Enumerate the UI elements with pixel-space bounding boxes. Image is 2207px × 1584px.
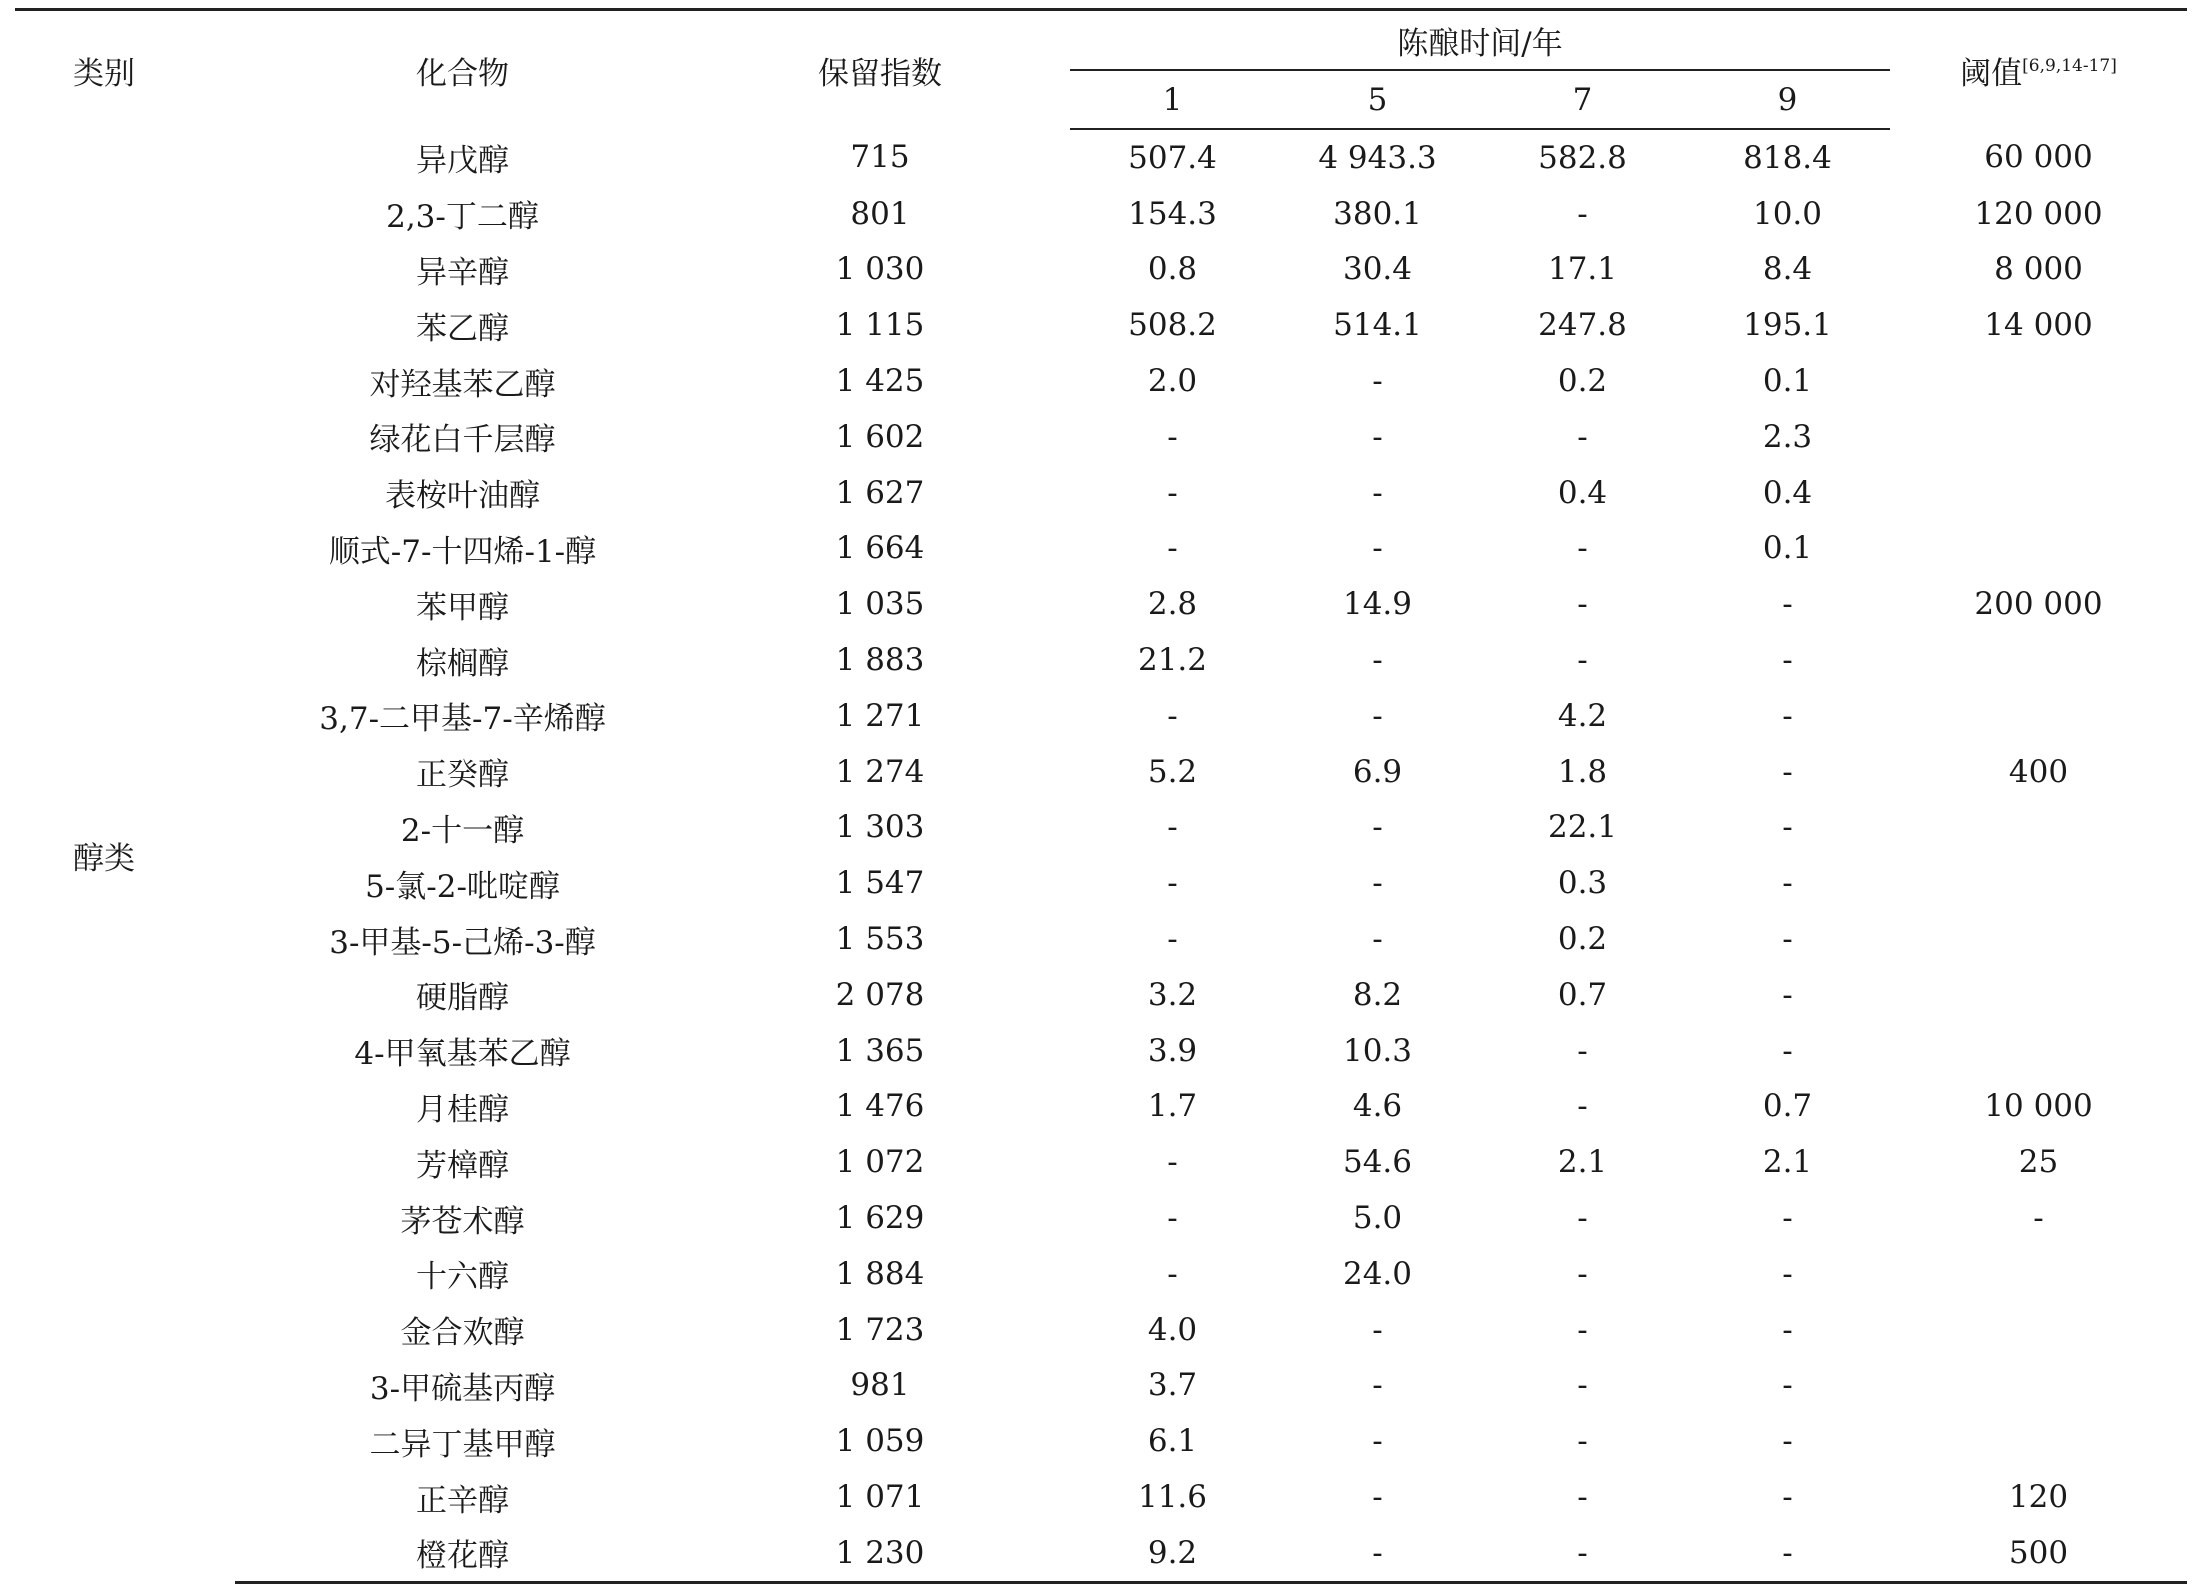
cell-retention-index: 1 425 bbox=[835, 363, 925, 400]
cell-year-1: 21.2 bbox=[1137, 642, 1208, 679]
cell-year-9: 0.4 bbox=[1762, 474, 1813, 511]
cell-compound: 5-氯-2-吡啶醇 bbox=[365, 868, 560, 905]
table-row bbox=[15, 409, 2187, 465]
header-retention-index: 保留指数 bbox=[690, 10, 1070, 130]
table-row bbox=[15, 800, 2187, 856]
cell-year-1: 2.0 bbox=[1147, 363, 1198, 400]
cell-compound: 顺式-7-十四烯-1-醇 bbox=[328, 533, 597, 570]
table-row bbox=[15, 1023, 2187, 1079]
cell-compound: 表桉叶油醇 bbox=[385, 478, 540, 515]
table-header bbox=[15, 10, 2187, 130]
table-row bbox=[15, 297, 2187, 353]
cell-compound: 月桂醇 bbox=[416, 1091, 509, 1128]
table-row bbox=[15, 1413, 2187, 1469]
cell-threshold: 500 bbox=[1890, 1525, 2187, 1582]
cell-compound: 3-甲基-5-己烯-3-醇 bbox=[329, 924, 596, 961]
cell-threshold: 14 000 bbox=[1984, 307, 2093, 344]
header-threshold bbox=[1890, 10, 2187, 130]
cell-year-5: - bbox=[1372, 1367, 1383, 1404]
cell-year-1: 507.4 bbox=[1128, 139, 1217, 176]
table-row bbox=[15, 186, 2187, 242]
cell-year-1: - bbox=[1167, 809, 1178, 846]
cell-year-7: - bbox=[1577, 1311, 1588, 1348]
cell-compound: 异辛醇 bbox=[416, 254, 509, 291]
cell-compound: 3,7-二甲基-7-辛烯醇 bbox=[319, 701, 606, 738]
cell-year-7: - bbox=[1577, 586, 1588, 623]
header-year: 9 bbox=[1685, 70, 1890, 129]
cell-compound: 3-甲硫基丙醇 bbox=[369, 1370, 556, 1407]
table-row bbox=[15, 1190, 2187, 1246]
cell-compound: 橙花醇 bbox=[235, 1525, 690, 1582]
cell-year-5: 54.6 bbox=[1342, 1144, 1413, 1181]
cell-compound: 棕榈醇 bbox=[416, 645, 509, 682]
cell-year-9: 10.0 bbox=[1752, 195, 1823, 232]
cell-year-1: 2.8 bbox=[1147, 586, 1198, 623]
cell-year-9: - bbox=[1782, 809, 1793, 846]
table-row bbox=[15, 353, 2187, 409]
header-year: 1 bbox=[1070, 70, 1275, 129]
table-row bbox=[15, 632, 2187, 688]
cell-year-5: - bbox=[1372, 697, 1383, 734]
cell-compound: 异戊醇 bbox=[416, 142, 509, 179]
table-row bbox=[15, 1302, 2187, 1358]
cell-year-5: - bbox=[1372, 1423, 1383, 1460]
cell-year-7: - bbox=[1577, 195, 1588, 232]
cell-compound: 4-甲氧基苯乙醇 bbox=[354, 1036, 571, 1073]
table-row bbox=[15, 129, 2187, 186]
cell-year-9: - bbox=[1782, 1311, 1793, 1348]
cell-year-7: - bbox=[1577, 1367, 1588, 1404]
cell-year-9: 195.1 bbox=[1743, 307, 1832, 344]
cell-year-9: - bbox=[1782, 1255, 1793, 1292]
cell-year-7: 0.2 bbox=[1557, 363, 1608, 400]
cell-year-5: 14.9 bbox=[1342, 586, 1413, 623]
cell-retention-index: 1 271 bbox=[835, 697, 925, 734]
cell-year-7: 0.3 bbox=[1557, 865, 1608, 902]
cell-retention-index: 1 629 bbox=[835, 1200, 925, 1237]
cell-retention-index: 1 365 bbox=[835, 1032, 925, 1069]
cell-year-5: - bbox=[1372, 418, 1383, 455]
cell-retention-index: 1 476 bbox=[835, 1088, 925, 1125]
table-row bbox=[15, 967, 2187, 1023]
cell-year-1: 3.7 bbox=[1147, 1367, 1198, 1404]
cell-year-5: - bbox=[1275, 1525, 1480, 1582]
cell-year-1: 1.7 bbox=[1147, 1088, 1198, 1125]
cell-year-1: 5.2 bbox=[1147, 753, 1198, 790]
cell-year-7: - bbox=[1577, 1255, 1588, 1292]
cell-year-1: - bbox=[1167, 1255, 1178, 1292]
cell-year-9: 2.1 bbox=[1762, 1144, 1813, 1181]
cell-year-7: - bbox=[1577, 418, 1588, 455]
table-row bbox=[15, 576, 2187, 632]
cell-year-9: - bbox=[1782, 642, 1793, 679]
cell-retention-index: 1 030 bbox=[835, 251, 925, 288]
cell-year-5: - bbox=[1372, 1479, 1383, 1516]
table-row bbox=[15, 1525, 2187, 1582]
cell-year-5: 24.0 bbox=[1342, 1255, 1413, 1292]
cell-year-1: 0.8 bbox=[1147, 251, 1198, 288]
cell-threshold bbox=[1890, 465, 2187, 521]
cell-year-9: - bbox=[1782, 976, 1793, 1013]
cell-retention-index: 801 bbox=[850, 195, 910, 232]
cell-year-7: - bbox=[1577, 1479, 1588, 1516]
cell-year-5: 8.2 bbox=[1352, 976, 1403, 1013]
header-aging-time: 陈酿时间/年 bbox=[1070, 10, 1890, 71]
cell-year-1: 154.3 bbox=[1128, 195, 1217, 232]
cell-year-1: 9.2 bbox=[1070, 1525, 1275, 1582]
table-row bbox=[15, 1134, 2187, 1190]
cell-year-5: 4.6 bbox=[1352, 1088, 1403, 1125]
cell-threshold bbox=[1890, 855, 2187, 911]
cell-year-5: 5.0 bbox=[1352, 1200, 1403, 1237]
table-row bbox=[15, 465, 2187, 521]
cell-retention-index: 1 627 bbox=[835, 474, 925, 511]
cell-retention-index: 2 078 bbox=[835, 976, 925, 1013]
cell-threshold: 200 000 bbox=[1974, 586, 2103, 623]
header-compound: 化合物 bbox=[235, 10, 690, 130]
table-row bbox=[15, 688, 2187, 744]
cell-retention-index: 1 035 bbox=[835, 586, 925, 623]
cell-year-9: - bbox=[1782, 753, 1793, 790]
cell-threshold: 120 000 bbox=[1974, 195, 2103, 232]
cell-year-9: - bbox=[1782, 865, 1793, 902]
cell-retention-index: 1 059 bbox=[835, 1423, 925, 1460]
cell-year-7: 0.7 bbox=[1557, 976, 1608, 1013]
cell-year-1: - bbox=[1167, 1200, 1178, 1237]
cell-threshold bbox=[1890, 1358, 2187, 1414]
cell-year-5: - bbox=[1372, 809, 1383, 846]
cell-year-9: - bbox=[1782, 921, 1793, 958]
cell-year-7: 247.8 bbox=[1538, 307, 1627, 344]
cell-retention-index: 1 274 bbox=[835, 753, 925, 790]
cell-compound: 茅苍术醇 bbox=[400, 1203, 525, 1240]
cell-threshold: 400 bbox=[2008, 753, 2069, 790]
cell-year-7: - bbox=[1577, 530, 1588, 567]
cell-year-7: 0.4 bbox=[1557, 474, 1608, 511]
header-threshold-ref: [6,9,14-17] bbox=[2022, 55, 2117, 76]
cell-compound: 金合欢醇 bbox=[400, 1315, 525, 1352]
cell-threshold: 120 bbox=[2008, 1479, 2069, 1516]
header-category: 类别 bbox=[15, 10, 235, 130]
cell-retention-index: 1 303 bbox=[835, 809, 925, 846]
cell-year-1: 4.0 bbox=[1147, 1311, 1198, 1348]
cell-year-1: 11.6 bbox=[1137, 1479, 1208, 1516]
header-year: 7 bbox=[1480, 70, 1685, 129]
cell-year-5: 4 943.3 bbox=[1318, 139, 1437, 176]
table-row bbox=[15, 1079, 2187, 1135]
cell-year-5: - bbox=[1372, 642, 1383, 679]
cell-year-1: - bbox=[1167, 530, 1178, 567]
cell-threshold bbox=[1890, 911, 2187, 967]
table-row bbox=[15, 521, 2187, 577]
cell-threshold: 8 000 bbox=[1994, 251, 2083, 288]
table-row bbox=[15, 1358, 2187, 1414]
cell-threshold bbox=[1890, 1023, 2187, 1079]
cell-year-5: - bbox=[1372, 363, 1383, 400]
cell-year-1: - bbox=[1167, 474, 1178, 511]
cell-compound: 正辛醇 bbox=[416, 1482, 509, 1519]
cell-year-7: - bbox=[1577, 642, 1588, 679]
cell-year-5: - bbox=[1372, 1311, 1383, 1348]
cell-threshold bbox=[1890, 1246, 2187, 1302]
cell-year-5: 6.9 bbox=[1352, 753, 1403, 790]
cell-year-9: - bbox=[1782, 1032, 1793, 1069]
cell-retention-index: 1 071 bbox=[835, 1479, 925, 1516]
cell-threshold bbox=[1890, 409, 2187, 465]
table-body bbox=[15, 129, 2187, 1582]
cell-year-7: - bbox=[1577, 1200, 1588, 1237]
cell-threshold bbox=[1890, 353, 2187, 409]
cell-compound: 苯乙醇 bbox=[416, 310, 509, 347]
cell-year-7: 582.8 bbox=[1538, 139, 1627, 176]
cell-year-9: - bbox=[1782, 1479, 1793, 1516]
cell-threshold bbox=[1890, 1413, 2187, 1469]
cell-year-9: 0.1 bbox=[1762, 363, 1813, 400]
cell-retention-index: 1 072 bbox=[835, 1144, 925, 1181]
cell-year-9: - bbox=[1782, 1200, 1793, 1237]
table-row bbox=[15, 911, 2187, 967]
cell-retention-index: 1 884 bbox=[835, 1255, 925, 1292]
cell-year-5: 30.4 bbox=[1342, 251, 1413, 288]
header-threshold-label: 阈值 bbox=[1960, 55, 2023, 92]
cell-year-5: 380.1 bbox=[1333, 195, 1422, 232]
cell-year-9: - bbox=[1685, 1525, 1890, 1582]
cell-year-5: 10.3 bbox=[1342, 1032, 1413, 1069]
cell-retention-index: 1 547 bbox=[835, 865, 925, 902]
cell-year-7: - bbox=[1577, 1423, 1588, 1460]
cell-threshold bbox=[1890, 521, 2187, 577]
cell-year-9: 8.4 bbox=[1762, 251, 1813, 288]
compound-table bbox=[15, 8, 2187, 1584]
cell-retention-index: 1 602 bbox=[835, 418, 925, 455]
cell-threshold: - bbox=[2033, 1200, 2044, 1237]
cell-threshold bbox=[1890, 688, 2187, 744]
cell-compound: 苯甲醇 bbox=[416, 589, 509, 626]
cell-year-9: 818.4 bbox=[1743, 139, 1832, 176]
cell-year-9: - bbox=[1782, 1423, 1793, 1460]
cell-year-5: - bbox=[1372, 921, 1383, 958]
cell-compound: 正癸醇 bbox=[416, 757, 509, 794]
cell-year-5: - bbox=[1372, 474, 1383, 511]
table-row bbox=[15, 242, 2187, 298]
cell-year-9: 0.7 bbox=[1762, 1088, 1813, 1125]
cell-year-9: - bbox=[1782, 1367, 1793, 1404]
cell-retention-index: 1 664 bbox=[835, 530, 925, 567]
cell-retention-index: 1 115 bbox=[835, 307, 925, 344]
cell-year-7: 0.2 bbox=[1557, 921, 1608, 958]
cell-year-5: - bbox=[1372, 530, 1383, 567]
cell-year-5: 514.1 bbox=[1333, 307, 1422, 344]
category-cell: 醇类 bbox=[73, 841, 135, 878]
cell-year-7: 2.1 bbox=[1557, 1144, 1608, 1181]
cell-compound: 芳樟醇 bbox=[416, 1147, 509, 1184]
cell-year-9: - bbox=[1782, 586, 1793, 623]
cell-compound: 对羟基苯乙醇 bbox=[369, 366, 556, 403]
cell-retention-index: 1 230 bbox=[690, 1525, 1070, 1582]
cell-year-1: 508.2 bbox=[1128, 307, 1217, 344]
cell-year-9: - bbox=[1782, 697, 1793, 734]
cell-year-1: - bbox=[1167, 865, 1178, 902]
cell-threshold: 60 000 bbox=[1984, 139, 2093, 176]
cell-compound: 二异丁基甲醇 bbox=[369, 1426, 556, 1463]
cell-year-9: 2.3 bbox=[1762, 418, 1813, 455]
cell-year-7: - bbox=[1480, 1525, 1685, 1582]
table-row bbox=[15, 1246, 2187, 1302]
cell-threshold bbox=[1890, 632, 2187, 688]
cell-year-7: 17.1 bbox=[1547, 251, 1618, 288]
header-year: 5 bbox=[1275, 70, 1480, 129]
cell-year-9: 0.1 bbox=[1762, 530, 1813, 567]
cell-retention-index: 1 723 bbox=[835, 1311, 925, 1348]
cell-compound: 绿花白千层醇 bbox=[369, 422, 556, 459]
cell-year-5: - bbox=[1372, 865, 1383, 902]
cell-retention-index: 981 bbox=[850, 1367, 910, 1404]
cell-year-1: 6.1 bbox=[1147, 1423, 1198, 1460]
cell-retention-index: 1 553 bbox=[835, 921, 925, 958]
cell-year-1: 3.9 bbox=[1147, 1032, 1198, 1069]
cell-year-7: - bbox=[1577, 1032, 1588, 1069]
cell-compound: 2,3-丁二醇 bbox=[386, 199, 539, 236]
cell-year-7: - bbox=[1577, 1088, 1588, 1125]
cell-year-7: 4.2 bbox=[1557, 697, 1608, 734]
table-row bbox=[15, 1469, 2187, 1525]
cell-year-7: 1.8 bbox=[1557, 753, 1608, 790]
cell-threshold bbox=[1890, 967, 2187, 1023]
cell-threshold: 10 000 bbox=[1984, 1088, 2093, 1125]
cell-retention-index: 1 883 bbox=[835, 642, 925, 679]
cell-year-1: - bbox=[1167, 697, 1178, 734]
table-row bbox=[15, 855, 2187, 911]
cell-year-7: 22.1 bbox=[1547, 809, 1618, 846]
cell-threshold bbox=[1890, 800, 2187, 856]
cell-compound: 十六醇 bbox=[416, 1259, 509, 1296]
cell-compound: 2-十一醇 bbox=[400, 812, 525, 849]
cell-year-1: - bbox=[1167, 418, 1178, 455]
cell-threshold bbox=[1890, 1302, 2187, 1358]
cell-year-1: - bbox=[1167, 1144, 1178, 1181]
cell-year-1: - bbox=[1167, 921, 1178, 958]
cell-compound: 硬脂醇 bbox=[416, 980, 509, 1017]
cell-retention-index: 715 bbox=[850, 139, 910, 176]
cell-threshold: 25 bbox=[2018, 1144, 2059, 1181]
table-row bbox=[15, 744, 2187, 800]
cell-year-1: 3.2 bbox=[1147, 976, 1198, 1013]
